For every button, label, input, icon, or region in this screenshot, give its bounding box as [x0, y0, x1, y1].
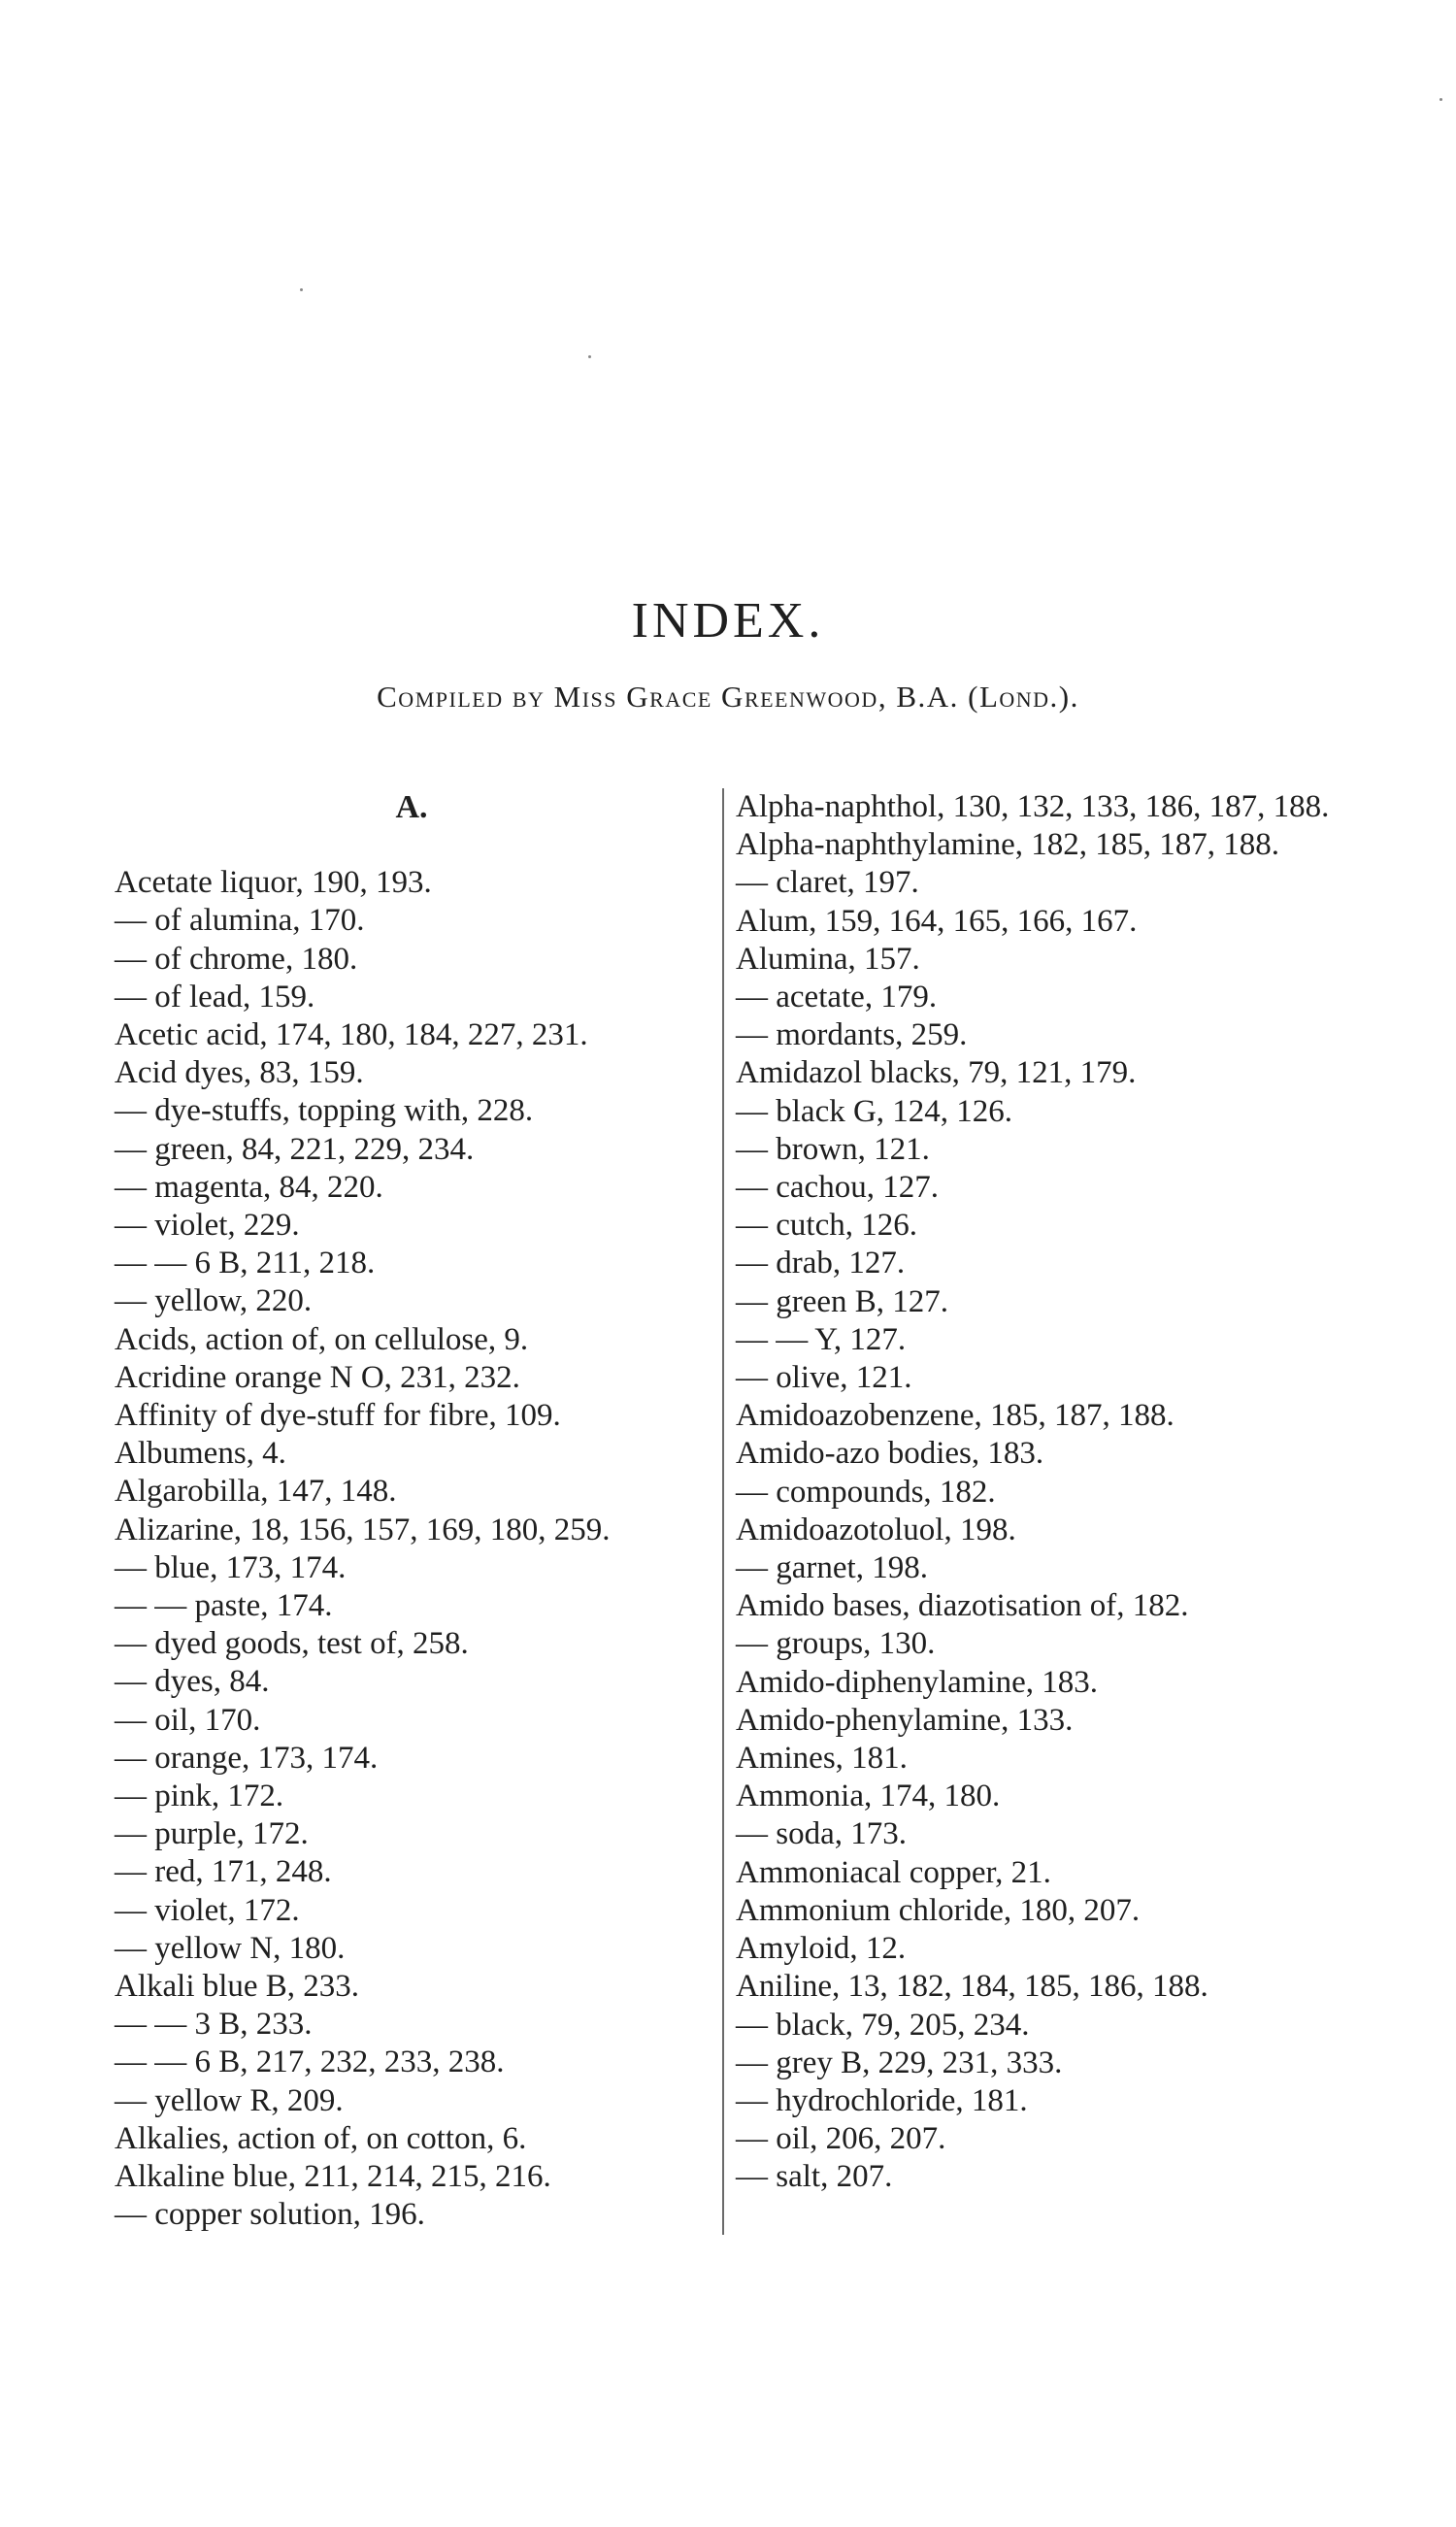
right-entries — [736, 788, 1347, 2197]
index-entry: Acid dyes, 83, 159. — [115, 1055, 364, 1091]
index-entry: Amyloid, 12. — [736, 1931, 907, 1967]
index-entry: — yellow R, 209. — [115, 2082, 344, 2118]
index-entry: — soda, 173. — [736, 1816, 907, 1852]
index-entry: — yellow N, 180. — [115, 1930, 346, 1966]
index-entry: — green, 84, 221, 229, 234. — [115, 1131, 475, 1167]
index-entry: Ammoniacal copper, 21. — [736, 1854, 1051, 1890]
index-entry: — — Y, 127. — [736, 1321, 907, 1357]
index-entry: Alizarine, 18, 156, 157, 169, 180, 259. — [115, 1512, 611, 1547]
index-entry: — black, 79, 205, 234. — [736, 2007, 1030, 2043]
index-entry: Alkaline blue, 211, 214, 215, 216. — [115, 2159, 551, 2195]
index-entry: Acids, action of, on cellulose, 9. — [115, 1321, 529, 1357]
compiler-credit: Compiled by Miss Grace Greenwood, B.A. (Lond.). — [377, 680, 1079, 714]
index-entry: — magenta, 84, 220. — [115, 1169, 383, 1205]
index-entry: Acetate liquor, 190, 193. — [115, 865, 432, 901]
left-entries — [115, 864, 709, 2234]
index-entry: — blue, 173, 174. — [115, 1549, 347, 1585]
scan-speck — [300, 288, 303, 291]
index-entry: — dyed goods, test of, 258. — [115, 1626, 469, 1662]
index-entry: — garnet, 198. — [736, 1550, 928, 1586]
index-entry: — of lead, 159. — [115, 979, 315, 1014]
index-entry: Amido-diphenylamine, 183. — [736, 1664, 1099, 1700]
index-entry: — claret, 197. — [736, 865, 919, 901]
section-letter: A. — [395, 789, 428, 825]
index-entry: Affinity of dye-stuff for fibre, 109. — [115, 1398, 561, 1434]
index-entry: Albumens, 4. — [115, 1436, 286, 1472]
index-entry: — cutch, 126. — [736, 1208, 917, 1244]
index-entry: Acridine orange N O, 231, 232. — [115, 1359, 520, 1395]
index-entry: Ammonia, 174, 180. — [736, 1779, 1001, 1814]
index-entry: — acetate, 179. — [736, 980, 938, 1015]
index-entry: — salt, 207. — [736, 2159, 893, 2195]
index-column-left — [115, 788, 709, 2235]
index-entry: Acetic acid, 174, 180, 184, 227, 231. — [115, 1017, 588, 1052]
index-entry: — violet, 172. — [115, 1892, 300, 1928]
index-entry: — of alumina, 170. — [115, 903, 365, 939]
index-entry: Amidoazobenzene, 185, 187, 188. — [736, 1398, 1175, 1434]
index-entry: Algarobilla, 147, 148. — [115, 1474, 397, 1510]
index-entry: — compounds, 182. — [736, 1474, 996, 1510]
index-entry: Alpha-naphthol, 130, 132, 133, 186, 187, 188. — [736, 789, 1330, 824]
index-entry: — oil, 170. — [115, 1702, 261, 1738]
index-entry: — brown, 121. — [736, 1131, 930, 1167]
index-entry: — — 6 B, 211, 218. — [115, 1246, 376, 1281]
index-entry: — yellow, 220. — [115, 1283, 313, 1319]
index-entry: — olive, 121. — [736, 1360, 912, 1396]
index-entry: Amines, 181. — [736, 1741, 908, 1777]
index-entry: — purple, 172. — [115, 1816, 309, 1852]
index-column-right — [736, 788, 1347, 2197]
index-entry: — cachou, 127. — [736, 1170, 939, 1206]
index-entry: Ammonium chloride, 180, 207. — [736, 1892, 1141, 1928]
index-entry: — orange, 173, 174. — [115, 1740, 379, 1776]
index-entry: — grey B, 229, 231, 333. — [736, 2045, 1063, 2080]
index-entry: Amidoazotoluol, 198. — [736, 1512, 1016, 1547]
index-entry: — — 6 B, 217, 232, 233, 238. — [115, 2045, 505, 2080]
index-entry: Alum, 159, 164, 165, 166, 167. — [736, 903, 1138, 939]
index-entry: — — paste, 174. — [115, 1588, 333, 1624]
index-entry: Amido-azo bodies, 183. — [736, 1436, 1044, 1472]
column-divider — [722, 788, 724, 2235]
index-entry: Aniline, 13, 182, 184, 185, 186, 188. — [736, 1969, 1208, 2005]
index-entry: Amidazol blacks, 79, 121, 179. — [736, 1055, 1137, 1091]
index-entry: Alpha-naphthylamine, 182, 185, 187, 188. — [736, 827, 1280, 863]
index-entry: Amido bases, diazotisation of, 182. — [736, 1588, 1189, 1624]
index-entry: — hydrochloride, 181. — [736, 2082, 1028, 2118]
scan-speck — [1439, 98, 1442, 101]
index-entry: Alkali blue B, 233. — [115, 1969, 360, 2005]
scan-speck — [588, 355, 591, 358]
index-entry: — red, 171, 248. — [115, 1854, 332, 1890]
index-entry: — green B, 127. — [736, 1283, 949, 1319]
index-entry: — — 3 B, 233. — [115, 2007, 313, 2043]
index-entry: — dyes, 84. — [115, 1664, 270, 1700]
index-entry: — pink, 172. — [115, 1779, 284, 1814]
index-entry: Amido-phenylamine, 133. — [736, 1702, 1074, 1738]
index-entry: — dye-stuffs, topping with, 228. — [115, 1093, 534, 1129]
index-entry: — of chrome, 180. — [115, 941, 358, 977]
index-entry: — black G, 124, 126. — [736, 1093, 1013, 1129]
index-entry: Alkalies, action of, on cotton, 6. — [115, 2120, 527, 2156]
index-entry: — violet, 229. — [115, 1208, 300, 1244]
index-entry: Alumina, 157. — [736, 941, 920, 977]
index-entry: — oil, 206, 207. — [736, 2121, 946, 2157]
index-entry: — groups, 130. — [736, 1626, 936, 1662]
page-title: INDEX. — [631, 592, 825, 648]
index-entry: — copper solution, 196. — [115, 2197, 425, 2233]
index-entry: — mordants, 259. — [736, 1017, 968, 1053]
index-entry: — drab, 127. — [736, 1246, 906, 1281]
